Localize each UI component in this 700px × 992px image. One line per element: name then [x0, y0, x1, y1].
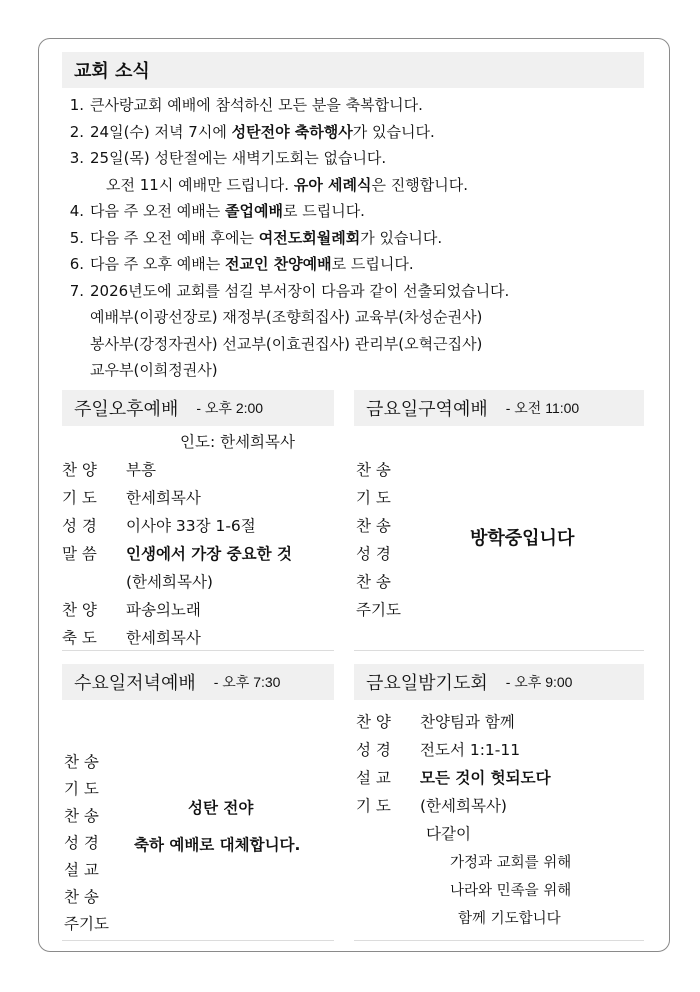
order-label: 찬 송 — [64, 753, 99, 771]
friday-pm-prayer: 가정과 교회를 위해 — [450, 855, 572, 871]
news-title: 교회 소식 — [74, 61, 150, 82]
sunday-pm-row: 찬 양 파송의노래 — [62, 601, 201, 619]
news-item-7-line4: 교우부(이희정권사) — [90, 361, 218, 379]
news-header — [62, 52, 644, 88]
news-item-3: 3. 25일(목) 성탄절에는 새벽기도회는 없습니다. — [69, 149, 387, 167]
friday-pm-title: 금요일밤기도회 — [366, 673, 488, 694]
wednesday-message-line1: 성탄 전야 — [188, 799, 254, 817]
order-label: 찬 송 — [64, 888, 99, 906]
news-list — [60, 92, 650, 384]
wednesday-message-line2: 축하 예배로 대체합니다. — [134, 836, 301, 854]
friday-pm-row: 기 도 (한세희목사) — [356, 797, 507, 815]
friday-pm-time: - 오후 9:00 — [505, 674, 573, 690]
friday-pm-row: 설 교 모든 것이 헛되도다 — [356, 769, 551, 787]
friday-sermon-title: 모든 것이 헛되도다 — [420, 769, 551, 787]
news-item-6: 6. 다음 주 오후 예배는 전교인 찬양예배로 드립니다. — [69, 255, 414, 273]
friday-pm-row: 찬 양 찬양팀과 함께 — [356, 713, 515, 731]
order-label: 기 도 — [356, 489, 391, 507]
divider — [354, 940, 644, 941]
wednesday-pm-header — [62, 664, 334, 700]
sunday-pm-row: (한세희목사) — [126, 573, 213, 591]
sunday-pm-row: 축 도 한세희목사 — [62, 629, 201, 647]
news-item-1: 1. 큰사랑교회 예배에 참석하신 모든 분을 축복합니다. — [69, 96, 423, 114]
order-label: 찬 송 — [356, 461, 391, 479]
friday-am-time: - 오전 11:00 — [505, 400, 580, 416]
friday-am-header — [354, 390, 644, 426]
news-item-7: 7. 2026년도에 교회를 섬길 부서장이 다음과 같이 선출되었습니다. — [69, 281, 510, 300]
wednesday-pm-title: 수요일저녁예배 — [74, 673, 196, 694]
friday-am-message: 방학중입니다 — [470, 528, 575, 549]
sunday-pm-time: - 오후 2:00 — [196, 400, 264, 416]
sunday-pm-row: 말 씀 인생에서 가장 중요한 것 — [62, 545, 292, 563]
order-label: 찬 송 — [64, 807, 99, 825]
friday-pm-prayer: 함께 기도합니다 — [458, 911, 561, 927]
wednesday-pm-time: - 오후 7:30 — [213, 674, 281, 690]
sunday-pm-leader: 인도: 한세희목사 — [180, 433, 295, 451]
sunday-pm-section — [62, 430, 334, 648]
sunday-pm-title: 주일오후예배 — [74, 399, 179, 420]
order-label: 주기도 — [356, 601, 401, 619]
order-label: 성 경 — [64, 834, 99, 852]
sunday-pm-row: 찬 양 부흥 — [62, 461, 156, 479]
order-label: 설 교 — [64, 861, 99, 879]
news-item-2: 2. 24일(수) 저녁 7시에 성탄전야 축하행사가 있습니다. — [69, 122, 435, 141]
friday-pm-prayer: 나라와 민족을 위해 — [450, 883, 572, 899]
sunday-pm-row: 성 경 이사야 33장 1-6절 — [62, 517, 256, 535]
sunday-pm-header — [62, 390, 334, 426]
order-label: 기 도 — [64, 780, 99, 798]
news-item-7-line3: 봉사부(강정자권사) 선교부(이효권집사) 관리부(오혁근집사) — [90, 334, 483, 353]
friday-am-section — [354, 458, 644, 628]
news-item-3b: 오전 11시 예배만 드립니다. 유아 세례식은 진행합니다. — [106, 175, 469, 194]
news-item-7-line2: 예배부(이광선장로) 재정부(조향희집사) 교육부(차성순권사) — [90, 308, 483, 326]
news-item-4: 4. 다음 주 오전 예배는 졸업예배로 드립니다. — [69, 202, 365, 220]
order-label: 찬 송 — [356, 517, 391, 535]
friday-pm-row: 성 경 전도서 1:1-11 — [356, 741, 521, 759]
divider — [62, 650, 334, 651]
order-label: 찬 송 — [356, 573, 391, 591]
news-item-5: 5. 다음 주 오전 예배 후에는 여전도회월례회가 있습니다. — [69, 228, 443, 247]
order-label: 성 경 — [356, 545, 391, 563]
friday-pm-section — [354, 710, 644, 932]
friday-pm-header — [354, 664, 644, 700]
wednesday-pm-section — [62, 750, 334, 940]
order-label: 주기도 — [64, 915, 109, 933]
friday-am-title: 금요일구역예배 — [366, 399, 488, 420]
divider — [354, 650, 644, 651]
sermon-title: 인생에서 가장 중요한 것 — [126, 545, 292, 563]
sunday-pm-row: 기 도 한세희목사 — [62, 489, 201, 507]
friday-pm-together: 다같이 — [426, 825, 471, 843]
divider — [62, 940, 334, 941]
